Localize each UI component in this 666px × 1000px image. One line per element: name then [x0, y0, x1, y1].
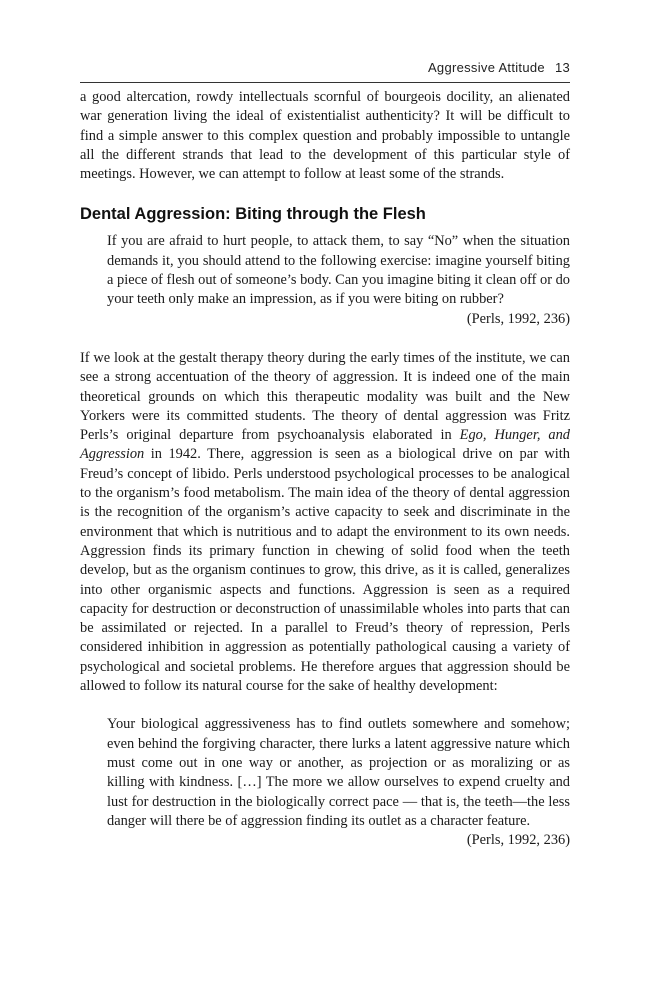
block-quote-1-text: If you are afraid to hurt people, to attack them, to say “No” when the situation demands it, you should attend to the following exercise: imagine yourself biting a piece of flesh out of someone’s body. Can you imagine biting it clean off or do your teeth only make an impression, as if you were biting on rubber? — [107, 233, 570, 308]
book-title: Ego, Hunger, and Aggression — [80, 427, 570, 463]
page-number: 13 — [554, 60, 570, 75]
body-text — [80, 88, 570, 850]
block-quote-2 — [107, 715, 570, 850]
block-quote-2-text: Your biological aggressiveness has to find outlets somewhere and somehow; even behind the forgiving character, there lurks a latent aggressive nature which must come out in one way or another, as projection or as moralizing or as killing with kindness. […] The more we allow ourselves to expend cruelty and lust for destruction in the biologically correct pace — that is, the teeth—the less danger will there be of aggression finding its outlet as a character feature. — [107, 716, 570, 829]
block-quote-1-citation: (Perls, 1992, 236) — [466, 310, 570, 327]
paragraph-2-part-1: If we look at the gestalt therapy theory during the early times of the institute, we can see a strong accentuation of the theory of aggression. It is indeed one of the main theoretical grounds on which this therapeutic modality was built and the New Yorkers were its committed students. The theory of dental aggression was Fritz Perls’s original departure from psychoanalysis elaborated in — [80, 349, 570, 444]
paragraph-2-part-2: in 1942. There, aggression is seen as a biological drive on par with Freud’s concept of libido. Perls understood psychological processes to be analogical to the organism’s food metabolism. The main idea of the theory of dental aggression is the recognition of the organism’s active capacity to seek and discriminate in the environment that which is nutritious and to adapt the environment to its own needs. Aggression finds its primary function in chewing of solid food when the teeth develop, but as the organism continues to grow, this drive, as it is called, generalizes into other organismic aspects and functions. Aggression is seen as a required capacity for destruction or deconstruction of unassimilable wholes into parts that can be assimilated or rejected. In a parallel to Freud’s theory of repression, Perls considered inhibition in aggression as potentially pathological causing a variety of psychological and societal problems. He therefore argues that aggression should be allowed to follow its natural course for the sake of healthy development: — [80, 446, 570, 695]
paragraph-1: a good altercation, rowdy intellectuals scornful of bourgeois docility, an alienated war generation living the ideal of existentialist authenticity? It will be difficult to find a simple answer to this complex question and probably impossible to untangle all the different strands that lead to the development of this particular style of meetings. However, we can attempt to follow at least some of the strands. — [80, 89, 570, 183]
section-heading: Dental Aggression: Biting through the Flesh — [80, 205, 426, 224]
block-quote-2-citation: (Perls, 1992, 236) — [466, 832, 570, 849]
paragraph-2 — [80, 349, 570, 696]
running-head-title: Aggressive Attitude — [427, 60, 545, 75]
running-head — [80, 60, 570, 83]
block-quote-1 — [107, 232, 570, 328]
